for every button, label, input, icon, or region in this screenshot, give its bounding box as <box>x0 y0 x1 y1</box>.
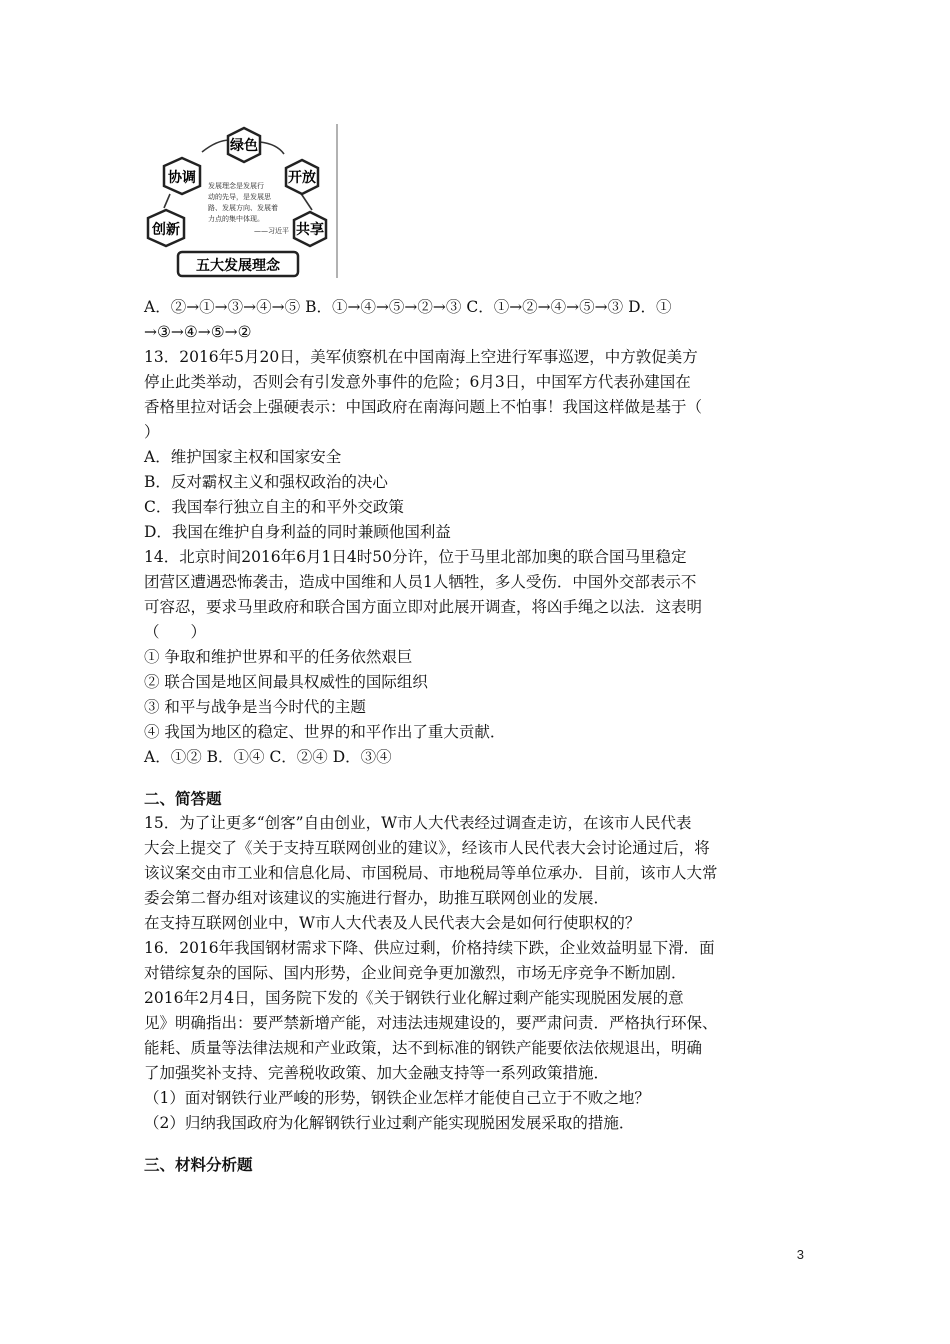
q13-option: B．反对霸权主义和强权政治的决心 <box>144 473 388 491</box>
q16-line: 能耗、质量等法律法规和产业政策，达不到标准的钢铁产能要依法依规退出，明确 <box>144 1039 703 1057</box>
node-coordinate-label: 协调 <box>168 170 196 186</box>
q13-stem: 13．2016年5月20日，美军侦察机在中国南海上空进行军事巡逻，中方敦促美方 <box>144 348 698 366</box>
page-number: 3 <box>796 1247 804 1262</box>
section2-title: 二、简答题 <box>144 789 222 808</box>
q14-stem: 团营区遭遇恐怖袭击，造成中国维和人员1人牺牲，多人受伤．中国外交部表示不 <box>144 573 697 591</box>
q14-statement: ① 争取和维护世界和平的任务依然艰巨 <box>144 648 413 666</box>
node-coordinate <box>164 158 200 194</box>
q13-stem: ） <box>144 423 160 441</box>
q13-option: C．我国奉行独立自主的和平外交政策 <box>144 498 404 516</box>
node-open-label: 开放 <box>288 170 316 186</box>
q13-stem: 停止此类举动，否则会有引发意外事件的危险；6月3日，中国军方代表孙建国在 <box>144 373 691 391</box>
quote-line: 动的先导，是发展思 <box>208 193 271 201</box>
node-share <box>294 212 326 246</box>
section-gap <box>144 1136 816 1152</box>
quote-line: 路、发展方向、发展着 <box>208 204 278 212</box>
node-open <box>286 160 318 194</box>
q14-stem: 14．北京时间2016年6月1日4时50分许，位于马里北部加奥的联合国马里稳定 <box>144 548 687 566</box>
quote-line: 力点的集中体现。 <box>208 215 264 223</box>
q16-line: 16．2016年我国钢材需求下降、供应过剩，价格持续下跌，企业效益明显下滑．面 <box>144 939 715 957</box>
q15-line: 该议案交由市工业和信息化局、市国税局、市地税局等单位承办．目前，该市人大常 <box>144 864 718 882</box>
q12-options: A．②→①→③→④→⑤ B．①→④→⑤→②→③ C．①→②→④→⑤→③ D．① <box>144 298 672 316</box>
q15-line: 委会第二督办组对该建议的实施进行督办，助推互联网创业的发展． <box>144 889 610 907</box>
q15-line: 在支持互联网创业中，W市人大代表及人民代表大会是如何行使职权的？ <box>144 914 641 932</box>
q16-line: 见》明确指出：要严禁新增产能，对违法违规建设的，要严肃问责．严格执行环保、 <box>144 1014 718 1032</box>
q15-line: 15．为了让更多“创客”自由创业，W市人大代表经过调查走访，在该市人民代表 <box>144 814 692 832</box>
q14-statement: ② 联合国是地区间最具权威性的国际组织 <box>144 673 428 691</box>
banner <box>178 252 298 276</box>
five-concepts-figure <box>142 122 342 280</box>
q16-subquestion: （2）归纳我国政府为化解钢铁行业过剩产能实现脱困发展采取的措施． <box>144 1114 635 1132</box>
q15-line: 大会上提交了《关于支持互联网创业的建议》，经该市人民代表大会讨论通过后，将 <box>144 839 710 857</box>
q16-line: 对错综复杂的国际、国内形势，企业间竞争更加激烈，市场无序竞争不断加剧． <box>144 964 687 982</box>
node-innovate-label: 创新 <box>152 222 180 238</box>
q13-option: D．我国在维护自身利益的同时兼顾他国利益 <box>144 523 451 541</box>
q16-subquestion: （1）面对钢铁行业严峻的形势，钢铁企业怎样才能使自己立于不败之地？ <box>144 1089 650 1107</box>
quote-author: ——习近平 <box>254 227 289 235</box>
arrow-icon <box>164 194 170 208</box>
node-innovate <box>148 210 184 246</box>
q13-stem: 香格里拉对话会上强硬表示：中国政府在南海问题上不怕事！我国这样做是基于（ <box>144 398 703 416</box>
q14-statement: ③ 和平与战争是当今时代的主题 <box>144 698 366 716</box>
quote-line: 发展理念是发展行 <box>208 182 264 190</box>
document-body <box>144 295 816 1177</box>
node-share-label: 共享 <box>296 222 324 238</box>
arrow-icon <box>202 140 230 152</box>
node-green-label: 绿色 <box>230 138 258 154</box>
section3-title: 三、材料分析题 <box>144 1155 253 1174</box>
banner-title: 五大发展理念 <box>196 258 280 274</box>
concept-diagram <box>142 122 342 280</box>
q16-line: 2016年2月4日，国务院下发的《关于钢铁行业化解过剩产能实现脱困发展的意 <box>144 989 684 1007</box>
q13-option: A．维护国家主权和国家安全 <box>144 448 342 466</box>
q14-options: A．①② B．①④ C．②④ D．③④ <box>144 748 392 766</box>
section-gap <box>144 770 816 786</box>
q14-stem: 可容忍，要求马里政府和联合国方面立即对此展开调查，将凶手绳之以法．这表明 <box>144 598 703 616</box>
q16-line: 了加强奖补支持、完善税收政策、加大金融支持等一系列政策措施． <box>144 1064 610 1082</box>
arrow-icon <box>260 142 284 154</box>
q14-statement: ④ 我国为地区的稳定、世界的和平作出了重大贡献． <box>144 723 506 741</box>
q12-options: →③→④→⑤→② <box>144 323 252 341</box>
node-green <box>228 128 260 162</box>
q14-stem: （ ） <box>144 623 207 641</box>
